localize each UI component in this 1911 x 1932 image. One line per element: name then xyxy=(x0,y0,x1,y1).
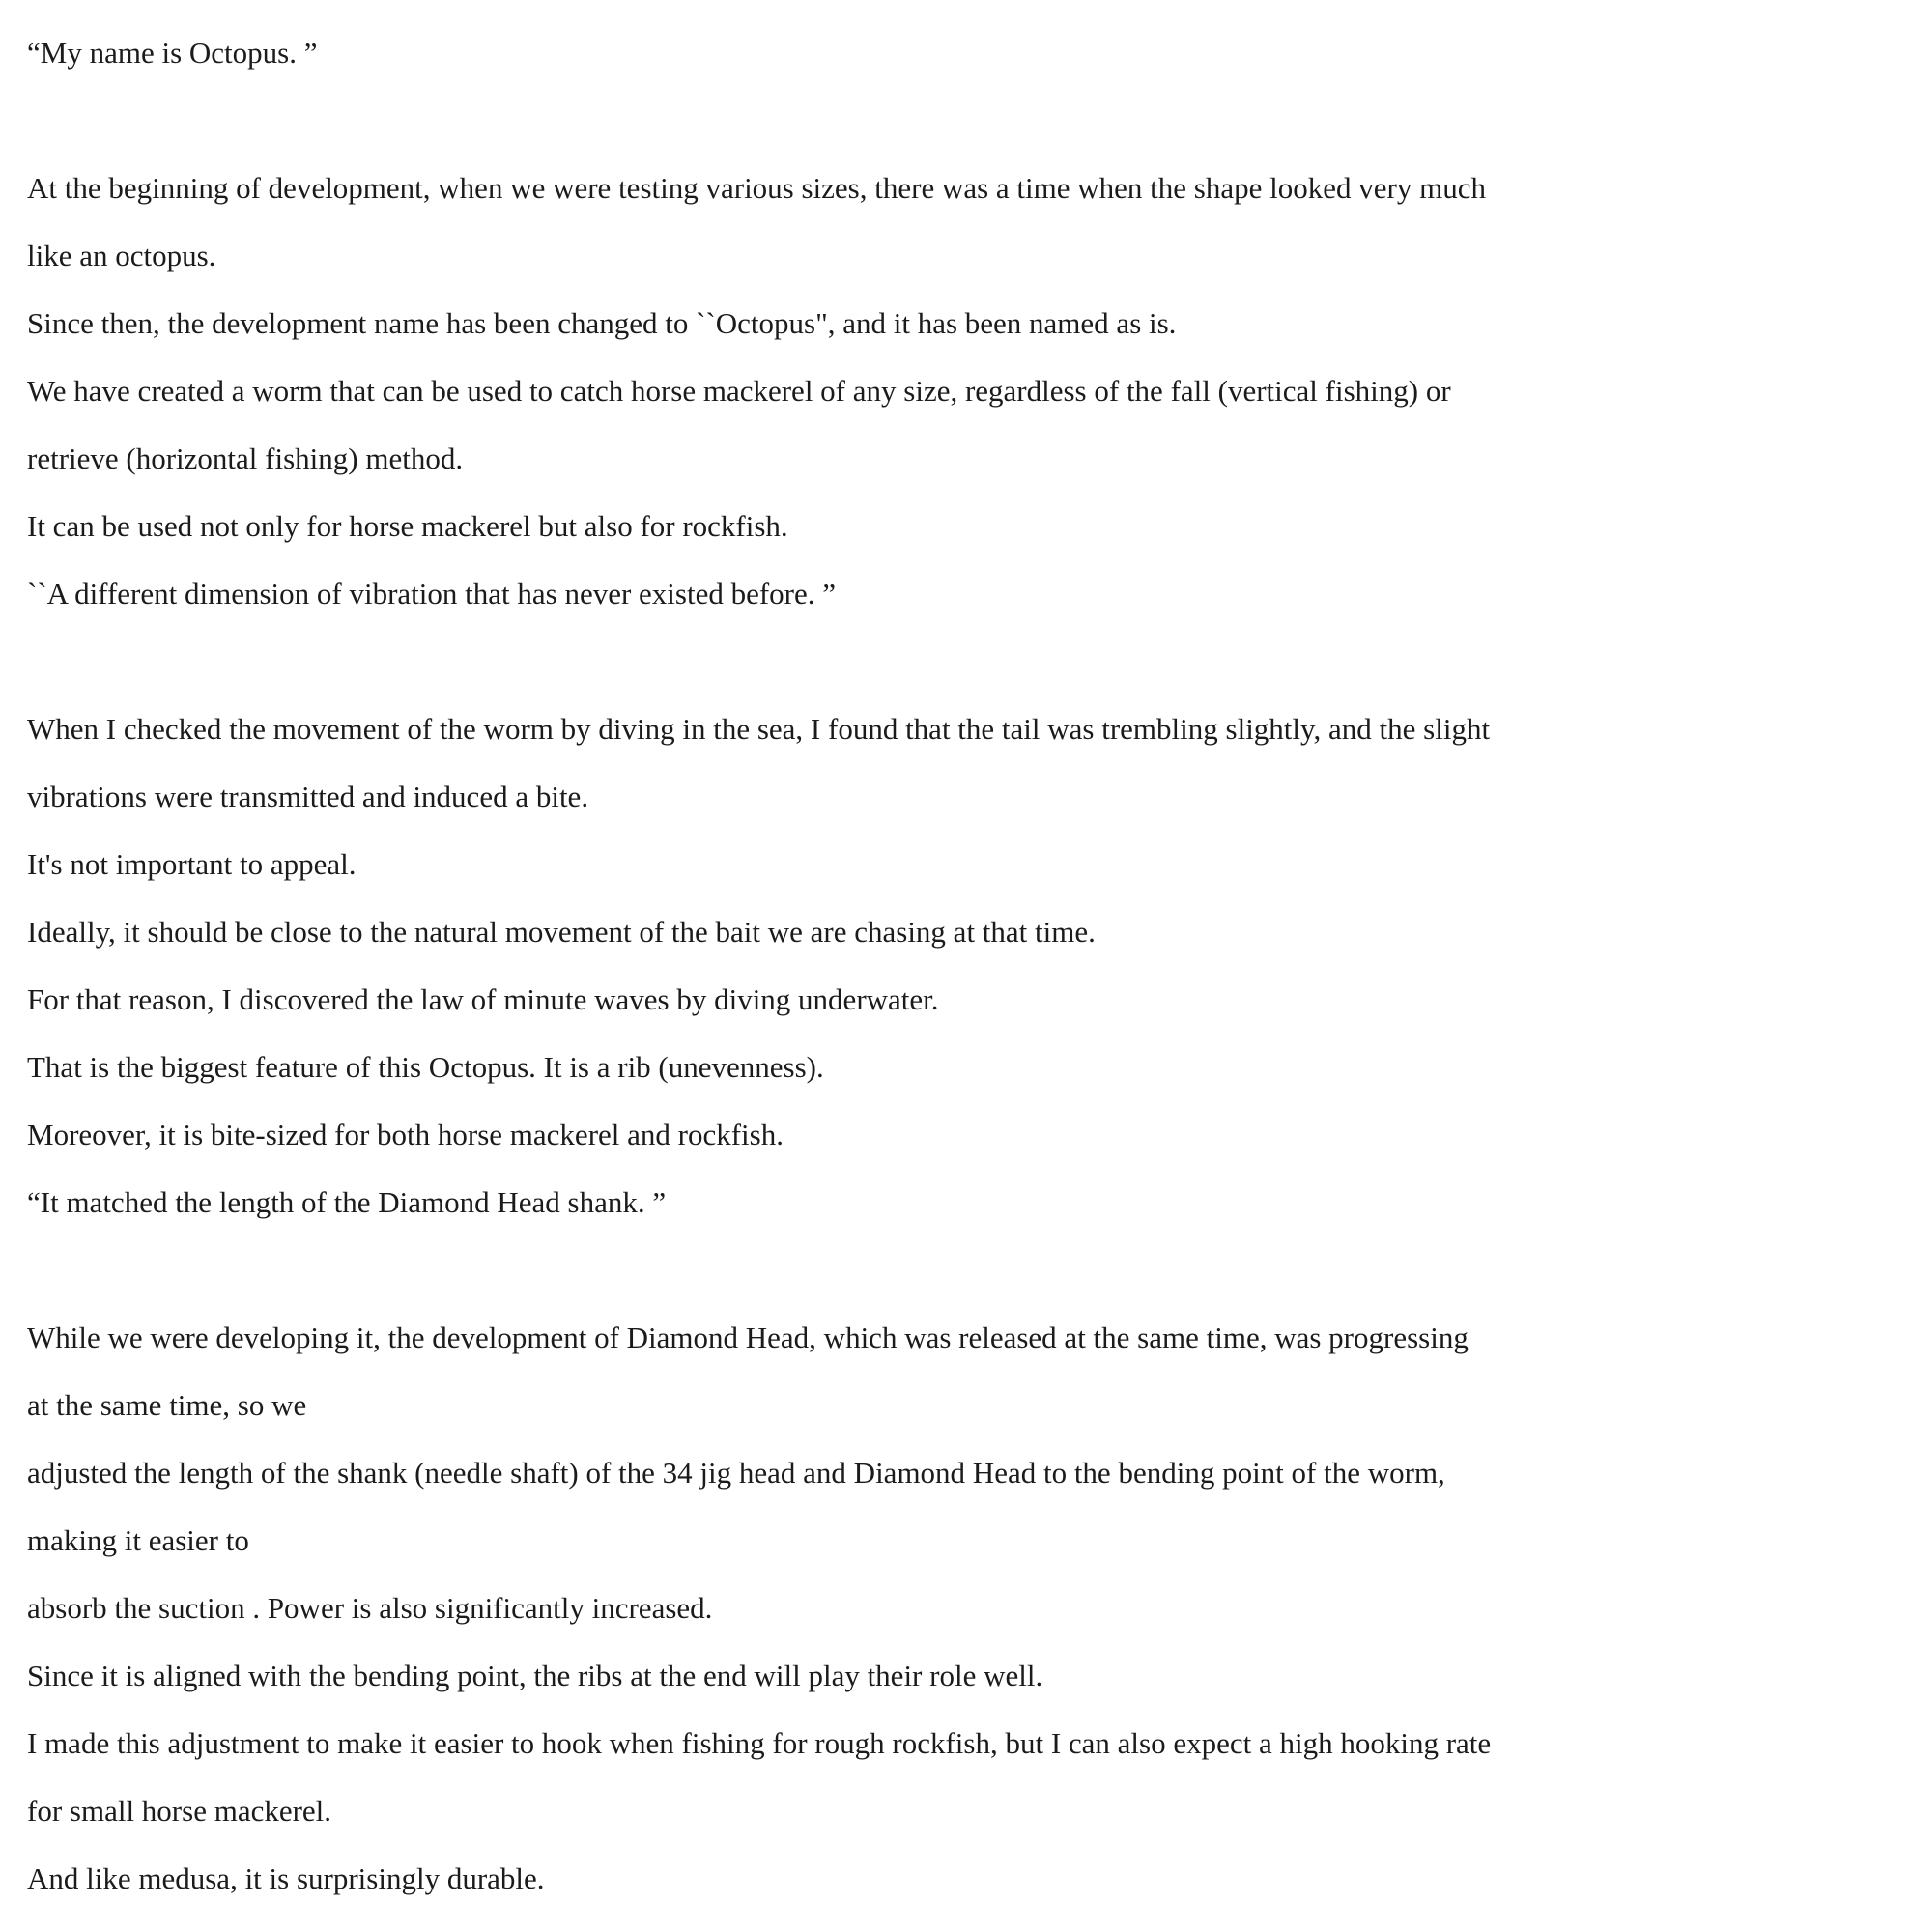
text-line: absorb the suction . Power is also significantly increased. xyxy=(27,1591,713,1625)
text-line: Since then, the development name has been changed to ``Octopus", and it has been named as is. xyxy=(27,306,1177,340)
text-line: adjusted the length of the shank (needle shaft) of the 34 jig head and Diamond Head to the bending point of the worm, xyxy=(27,1456,1445,1490)
text-line: When I checked the movement of the worm by diving in the sea, I found that the tail was trembling slightly, and the slight xyxy=(27,712,1491,746)
text-line: And like medusa, it is surprisingly durable. xyxy=(27,1861,545,1895)
text-line: For that reason, I discovered the law of minute waves by diving underwater. xyxy=(27,982,939,1016)
text-line: for small horse mackerel. xyxy=(27,1794,332,1828)
text-line: at the same time, so we xyxy=(27,1388,307,1422)
text-line: retrieve (horizontal fishing) method. xyxy=(27,441,464,475)
text-line: like an octopus. xyxy=(27,239,216,272)
text-line: While we were developing it, the development of Diamond Head, which was released at the same time, was progressing xyxy=(27,1321,1469,1354)
text-line: making it easier to xyxy=(27,1523,249,1557)
text-line: At the beginning of development, when we were testing various sizes, there was a time when the shape looked very much xyxy=(27,171,1486,205)
text-line: vibrations were transmitted and induced a bite. xyxy=(27,780,589,813)
text-line: “My name is Octopus. ” xyxy=(27,36,318,70)
paragraph xyxy=(27,19,1872,87)
text-line: I made this adjustment to make it easier to hook when fishing for rough rockfish, but I can also expect a high hooking rate xyxy=(27,1726,1492,1760)
text-line: ``A different dimension of vibration that has never existed before. ” xyxy=(27,577,837,611)
text-line: It's not important to appeal. xyxy=(27,847,357,881)
paragraph xyxy=(27,696,1872,1236)
text-line: That is the biggest feature of this Octopus. It is a rib (unevenness). xyxy=(27,1050,824,1084)
text-line: It can be used not only for horse mackerel but also for rockfish. xyxy=(27,509,788,543)
paragraph xyxy=(27,155,1872,628)
paragraph xyxy=(27,1304,1872,1913)
text-line: Since it is aligned with the bending point, the ribs at the end will play their role well. xyxy=(27,1659,1043,1692)
text-line: Moreover, it is bite-sized for both horse mackerel and rockfish. xyxy=(27,1118,784,1151)
text-line: Ideally, it should be close to the natural movement of the bait we are chasing at that time. xyxy=(27,915,1096,949)
text-line: “It matched the length of the Diamond Head shank. ” xyxy=(27,1185,667,1219)
text-line: We have created a worm that can be used to catch horse mackerel of any size, regardless of the fall (vertical fishing) or xyxy=(27,374,1451,408)
